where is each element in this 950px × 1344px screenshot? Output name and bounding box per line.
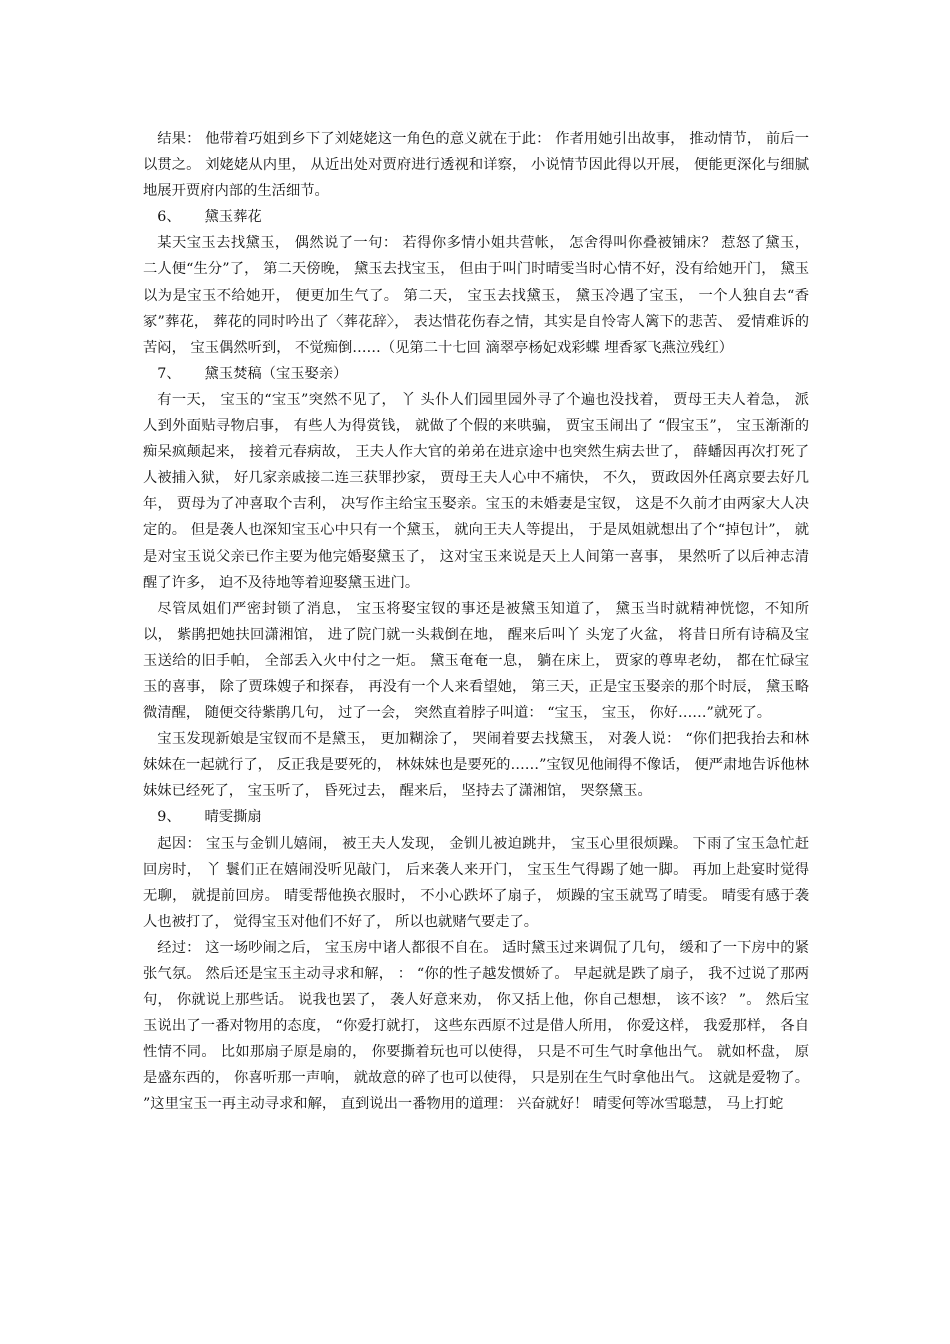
section-number: 6、 bbox=[157, 209, 181, 226]
paragraph-baoyu-mourning: 宝玉发现新娘是宝钗而不是黛玉， 更加糊涂了， 哭闹着要去找黛玉， 对袭人说： “你们把我抬去和林妹妹在一起就行了， 反正我是要死的， 林妹妹也是要死的……”宝钗见他闹得不像话， 便严肃地告诉他林妹妹已经死了， 宝玉听了， 昏死过去， 醒来后， 坚持去了潇湘馆， 哭祭黛玉。 bbox=[143, 731, 809, 800]
section-heading-7 bbox=[143, 361, 809, 387]
section-number: 9、 bbox=[157, 809, 181, 826]
paragraph-cause: 起因： 宝玉与金钏儿嬉闹， 被王夫人发现， 金钏儿被迫跳井， 宝玉心里很烦躁。 下雨了宝玉急忙赶回房时， 丫 鬟们正在嬉闹没听见敲门， 后来袭人来开门， 宝玉生气得踢了她一脚。 再加上赴宴时觉得无聊， 就提前回房。 晴雯帮他换衣服时， 不小心跌坏了扇子， 烦躁的宝玉就骂了晴雯。 晴雯有感于袭人也被打了， 觉得宝玉对他们不好了， 所以也就赌气要走了。 bbox=[143, 835, 809, 930]
paragraph-daiyu-burying-flowers: 某天宝玉去找黛玉， 偶然说了一句： 若得你多情小姐共营帐， 怎舍得叫你叠被铺床？ 惹怒了黛玉， 二人便“生分”了， 第二天傍晚， 黛玉去找宝玉， 但由于叫门时晴雯当时心情不好，没有给她开门， 黛玉以为是宝玉不给她开， 便更加生气了。 第二天， 宝玉去找黛玉， 黛玉冷遇了宝玉， 一个人独自去“香冢”葬花， 葬花的同时吟出了〈葬花辞〉， 表达惜花伤春之情，其实是自怜寄人篱下的悲苦、 爱情难诉的苦闷， 宝玉偶然听到， 不觉痴倒……（见第二十七回 滴翠亭杨妃戏彩蝶 埋香冢飞燕泣残红） bbox=[143, 235, 809, 356]
section-title: 黛玉焚稿（宝玉娶亲） bbox=[204, 365, 348, 382]
document-body bbox=[143, 126, 809, 1118]
paragraph-result: 结果： 他带着巧姐到乡下了刘姥姥这一角色的意义就在于此： 作者用她引出故事， 推动情节， 前后一以贯之。 刘姥姥从内里， 从近出处对贾府进行透视和详察， 小说情节因此得以开展， 便能更深化与细腻地展开贾府内部的生活细节。 bbox=[143, 131, 809, 200]
section-heading-6 bbox=[143, 204, 809, 230]
paragraph-process: 经过： 这一场吵闹之后， 宝玉房中诸人都很不自在。 适时黛玉过来调侃了几句， 缓和了一下房中的紧张气氛。 然后还是宝玉主动寻求和解， ： “你的性子越发惯娇了。 早起就是跌了扇子， 我不过说了那两句， 你就说上那些话。 说我也罢了， 袭人好意来劝， 你又括上他，你自己想想， 该不该？ ”。 然后宝玉说出了一番对物用的态度， “你爱打就打， 这些东西原不过是借人所用， 你爱这样， 我爱那样， 各自性情不同。 比如那扇子原是扇的， 你要撕着玩也可以使得， 只是不可生气时拿他出气。 就如杯盘， 原是盛东西的， 你喜听那一声响， 就故意的碎了也可以使得， 只是别在生气时拿他出气。 这就是爱物了。 ”这里宝玉一再主动寻求和解， 直到说出一番物用的道理： 兴奋就好！ 晴雯何等冰雪聪慧， 马上打蛇 bbox=[143, 939, 809, 1113]
section-number: 7、 bbox=[157, 365, 181, 382]
section-title: 晴雯撕扇 bbox=[204, 809, 262, 826]
section-heading-9 bbox=[143, 804, 809, 830]
paragraph-baoyu-lost-jade: 有一天， 宝玉的“宝玉”突然不见了， 丫 头仆人们园里园外寻了个遍也没找着， 贾母王夫人着急， 派人到外面贴寻物启事， 有些人为得赏钱， 就做了个假的来哄骗， 贾宝玉闹出了 “假宝玉”， 宝玉渐渐的痴呆疯颠起来， 接着元春病故， 王夫人作大官的弟弟在进京途中也突然生病去世了， 薛蟠因再次打死了人被捕入狱， 好几家亲戚接二连三获罪抄家， 贾母王夫人心中不痛快， 不久， 贾政因外任离京要去好几年， 贾母为了冲喜取个吉利， 决写作主给宝玉娶亲。宝玉的未婚妻是宝钗， 这是不久前才由两家大人决定的。 但是袭人也深知宝玉心中只有一个黛玉， 就向王夫人等提出， 于是凤姐就想出了个“掉包计”， 就是对宝玉说父亲已作主要为他完婚娶黛玉了， 这对宝玉来说是天上人间第一喜事， 果然听了以后神志清醒了许多， 迫不及待地等着迎娶黛玉进门。 bbox=[143, 391, 809, 591]
section-title: 黛玉葬花 bbox=[204, 209, 262, 226]
paragraph-daiyu-burning-poems: 尽管凤姐们严密封锁了消息， 宝玉将娶宝钗的事还是被黛玉知道了， 黛玉当时就精神恍惚，不知所以， 紫鹃把她扶回潇湘馆， 进了院门就一头栽倒在地， 醒来后叫丫 头宠了火盆， 将昔日所有诗稿及宝玉送给的旧手帕， 全部丢入火中付之一炬。 黛玉奄奄一息， 躺在床上， 贾家的尊卑老幼， 都在忙碌宝玉的喜事， 除了贾珠嫂子和探春， 再没有一个人来看望她， 第三天，正是宝玉娶亲的那个时辰， 黛玉略微清醒， 随便交待紫鹃几句， 过了一会， 突然直着脖子叫道： “宝玉， 宝玉， 你好……”就死了。 bbox=[143, 600, 809, 722]
